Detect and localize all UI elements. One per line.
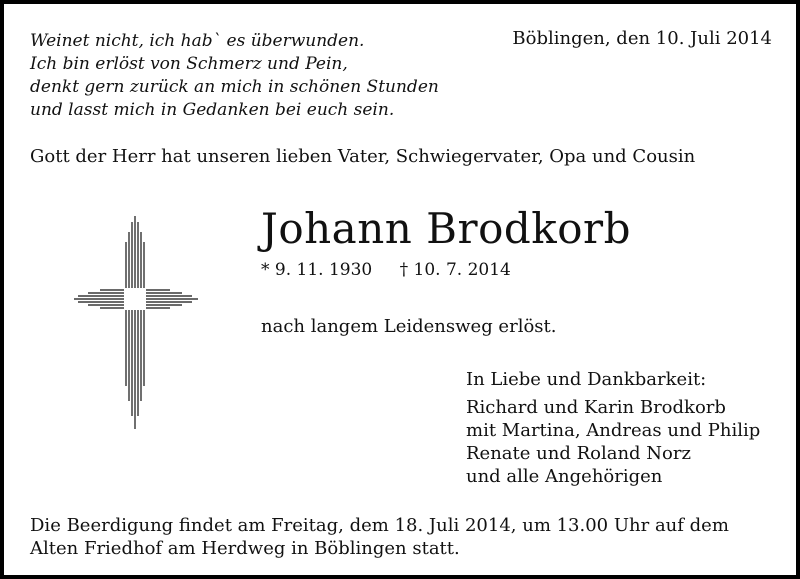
released-text: nach langem Leidensweg erlöst.: [261, 316, 557, 337]
death-date: † 10. 7. 2014: [399, 260, 511, 280]
mourners: [466, 368, 760, 488]
funeral-info: [30, 514, 729, 560]
mourner-line: mit Martina, Andreas und Philip: [466, 420, 761, 441]
intro-text: Gott der Herr hat unseren lieben Vater, Schwiegervater, Opa und Cousin: [30, 146, 696, 167]
mourner-line: und alle Angehörigen: [466, 466, 663, 487]
poem-line: denkt gern zurück an mich in schönen Stunden: [30, 77, 439, 97]
poem-line: Ich bin erlöst von Schmerz und Pein,: [30, 54, 348, 74]
place-date: Böblingen, den 10. Juli 2014: [512, 28, 772, 49]
life-dates: [261, 260, 511, 280]
birth-date: * 9. 11. 1930: [261, 260, 373, 280]
mourner-line: Renate und Roland Norz: [466, 443, 691, 464]
funeral-line: Alten Friedhof am Herdweg in Böblingen statt.: [30, 538, 460, 559]
cross-icon: [70, 216, 200, 431]
funeral-line: Die Beerdigung findet am Freitag, dem 18. Juli 2014, um 13.00 Uhr auf dem: [30, 515, 729, 536]
poem: [30, 30, 439, 122]
poem-line: und lasst mich in Gedanken bei euch sein.: [30, 100, 395, 120]
deceased-name: Johann Brodkorb: [261, 204, 631, 253]
poem-line: Weinet nicht, ich hab` es überwunden.: [30, 31, 365, 51]
mourner-line: Richard und Karin Brodkorb: [466, 397, 726, 418]
mourners-heading: In Liebe und Dankbarkeit:: [466, 369, 707, 390]
